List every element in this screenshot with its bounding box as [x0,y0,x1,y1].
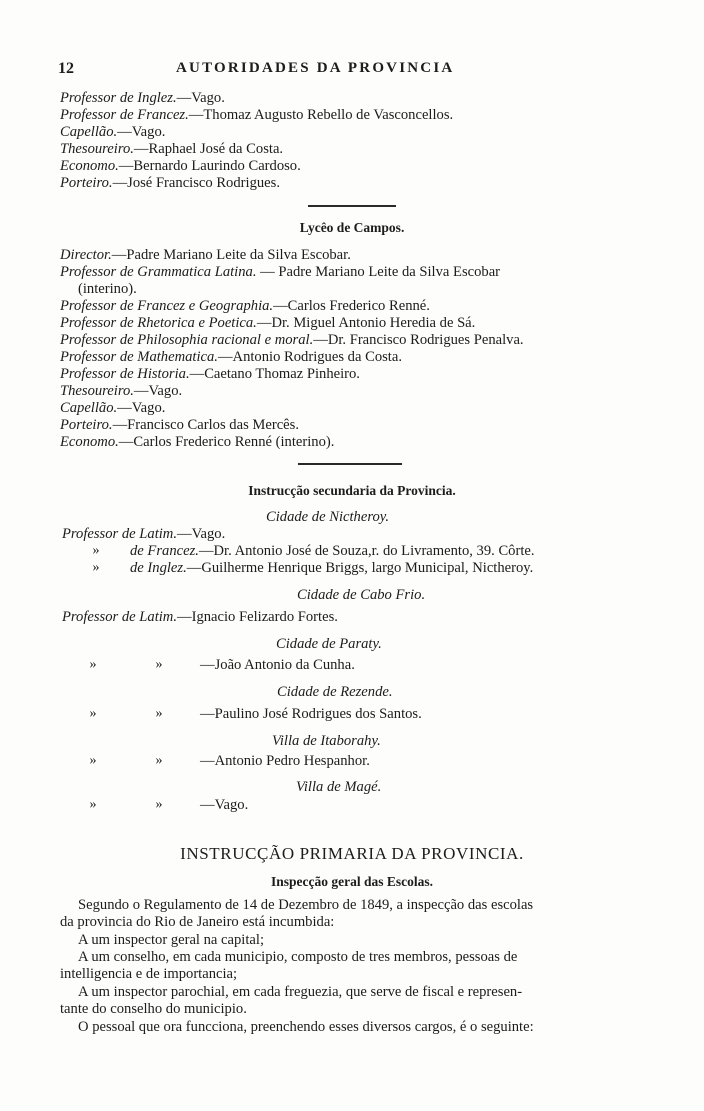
ditto-mark: » [92,560,100,575]
city-heading: Villa de Itaborahy. [272,733,381,749]
city-heading: Cidade de Paraty. [276,636,382,652]
list-item: Professor de Francez.—Thomaz Augusto Rebello de Vasconcellos. [60,107,454,123]
city-heading: Cidade de Nictheroy. [266,509,390,525]
page-header-title: AUTORIDADES DA PROVINCIA [176,60,455,76]
list-item-continuation: (interino). [78,281,137,297]
list-item: Professor de Mathematica.—Antonio Rodrigues da Costa. [60,349,402,365]
ditto-mark: » [89,797,97,812]
page-number: 12 [58,60,74,77]
list-item: Capellão.—Vago. [60,400,166,416]
list-item: Professor de Historia.—Caetano Thomaz Pinheiro. [60,366,360,382]
city-heading: Cidade de Rezende. [277,684,393,700]
list-item: Thesoureiro.—Vago. [60,383,183,399]
paragraph: A um inspector parochial, em cada freguezia, que serve de fiscal e represen- tante do conselho do municipio. [60,984,523,1017]
section-subheading: Inspecção geral das Escolas. [271,874,433,889]
list-item: Professor de Rhetorica e Poetica.—Dr. Miguel Antonio Heredia de Sá. [60,315,476,331]
list-item: —João Antonio da Cunha. [200,657,355,673]
ditto-mark: » [92,543,100,558]
ditto-mark: » [155,797,163,812]
paragraph: Segundo o Regulamento de 14 de Dezembro de 1849, a inspecção das escolas da provincia do Rio de Janeiro está incumbida: [60,897,534,930]
list-item: Thesoureiro.—Raphael José da Costa. [60,141,284,157]
list-item: de Inglez.—Guilherme Henrique Briggs, largo Municipal, Nictheroy. [130,560,534,576]
list-item: Professor de Grammatica Latina. — Padre Mariano Leite da Silva Escobar [60,264,501,280]
section-divider [298,463,402,465]
section-heading: INSTRUCÇÃO PRIMARIA DA PROVINCIA. [180,844,524,863]
list-item: Professor de Latim.—Ignacio Felizardo Fortes. [62,609,338,625]
list-item: Economo.—Carlos Frederico Renné (interino). [60,434,335,450]
list-item: —Paulino José Rodrigues dos Santos. [200,706,422,722]
list-item: Porteiro.—Francisco Carlos das Mercês. [60,417,299,433]
list-item: —Antonio Pedro Hespanhor. [200,753,370,769]
ditto-mark: » [89,753,97,768]
section-heading: Lycêo de Campos. [299,220,405,235]
ditto-mark: » [155,706,163,721]
list-item: de Francez.—Dr. Antonio José de Souza,r. do Livramento, 39. Côrte. [130,543,535,559]
list-item: —Vago. [200,797,249,813]
list-item: Economo.—Bernardo Laurindo Cardoso. [60,158,301,174]
ditto-mark: » [89,657,97,672]
list-item: Professor de Latim.—Vago. [62,526,226,542]
ditto-mark: » [155,753,163,768]
section-heading: Instrucção secundaria da Provincia. [248,483,456,498]
ditto-mark: » [89,706,97,721]
list-item: Professor de Francez e Geographia.—Carlos Frederico Renné. [60,298,430,314]
list-item: Porteiro.—José Francisco Rodrigues. [60,175,280,191]
city-heading: Villa de Magé. [296,779,382,795]
list-item: Professor de Inglez.—Vago. [60,90,225,106]
paragraph: O pessoal que ora funcciona, preenchendo esses diversos cargos, é o seguinte: [78,1019,534,1035]
ditto-mark: » [155,657,163,672]
paragraph: A um inspector geral na capital; [78,932,265,948]
list-item: Capellão.—Vago. [60,124,166,140]
section-divider [308,205,396,207]
city-heading: Cidade de Cabo Frio. [297,587,426,603]
list-item: Director.—Padre Mariano Leite da Silva Escobar. [60,247,351,263]
paragraph: A um conselho, em cada municipio, composto de tres membros, pessoas de intelligencia e de importancia; [60,949,518,982]
list-item: Professor de Philosophia racional e moral.—Dr. Francisco Rodrigues Penalva. [60,332,524,348]
